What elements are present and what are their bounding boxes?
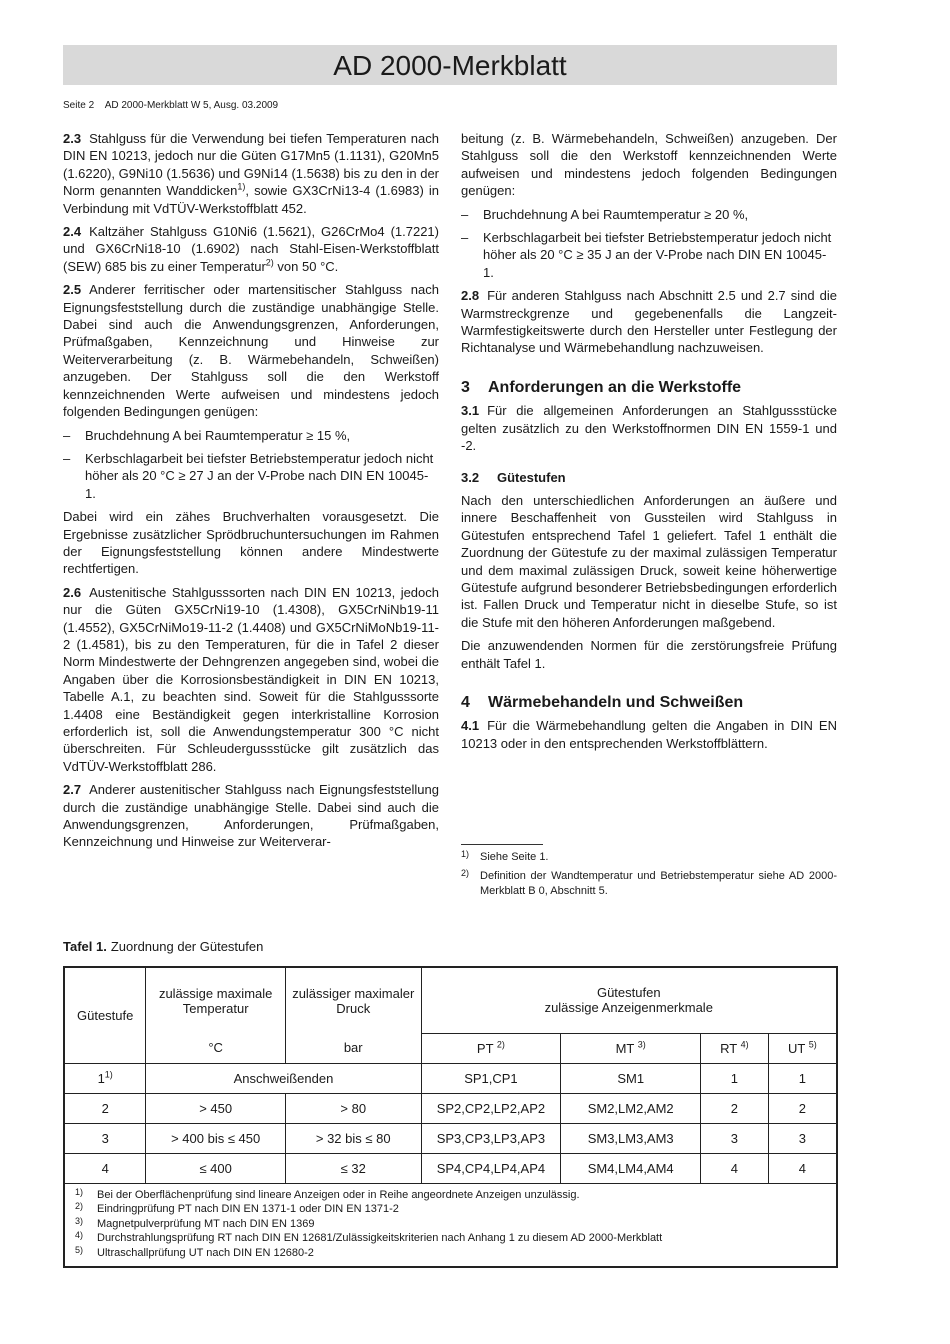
section-2-5-list xyxy=(63,427,439,503)
table-note: 5) Ultraschallprüfung UT nach DIN EN 12680-2 xyxy=(75,1244,314,1259)
table-row: 2 > 450 > 80 SP2,CP2,LP2,AP2 SM2,LM2,AM2 2 2 xyxy=(64,1093,837,1123)
table-note: 3) Magnetpulverprüfung MT nach DIN EN 1369 xyxy=(75,1215,315,1230)
page-reference: Seite 2 AD 2000-Merkblatt W 5, Ausg. 03.2009 xyxy=(63,100,279,111)
subheader-pt: PT $^{2)}$ xyxy=(421,1033,561,1063)
header-temperature: zulässige maximale Temperatur xyxy=(146,967,286,1033)
section-3-1: 3.1 Für die allgemeinen Anforderungen an Stahlgussstücke gelten zusätzlich zu den Werkstoffnormen DIN EN 1559-1 und -2. xyxy=(461,403,837,454)
footnote-divider xyxy=(461,844,543,845)
section-2-7: 2.7 Anderer austenitischer Stahlguss nach Eignungsfeststellung durch die zuständige unabhängige Stelle. Dabei sind auch die Anwendungsgrenzen, Anforderungen, Prüfmaßgaben, Kennzeichnung und Hinweise zur Weiterverar- xyxy=(63,782,439,850)
header-title: AD 2000-Merkblatt xyxy=(333,50,567,81)
footnote-item: 1) Siehe Seite 1. xyxy=(461,849,549,863)
footnotes xyxy=(461,850,837,903)
table-note: 2) Eindringprüfung PT nach DIN EN 1371-1 oder DIN EN 1371-2 xyxy=(75,1201,399,1215)
section-2-8: 2.8 Für anderen Stahlguss nach Abschnitt 2.5 und 2.7 sind die Warmstreckgrenze und gegebenenfalls die Langzeit-Warmfestigkeitswerte durch den Hersteller unter Festlegung der Richtanalyse und Wärmebehandlung nachzuweisen. xyxy=(461,288,837,356)
subheader-ut: UT $^{5)}$ xyxy=(768,1033,837,1063)
footnote-item: 2) Definition der Wandtemperatur und Betriebstemperatur siehe AD 2000-Merkblatt B 0, Abschnitt 5. xyxy=(461,868,837,897)
header-guetestufen: Gütestufen zulässige Anzeigenmerkmale xyxy=(421,967,837,1033)
list-item: – Bruchdehnung A bei Raumtemperatur ≥ 15 %, xyxy=(63,427,439,444)
list-item: – Bruchdehnung A bei Raumtemperatur ≥ 20 %, xyxy=(461,206,837,223)
subheader-rt: RT $^{4)}$ xyxy=(701,1033,769,1063)
subheader-mt: MT $^{3)}$ xyxy=(561,1033,701,1063)
section-2-5-after: Dabei wird ein zähes Bruchverhalten vorausgesetzt. Die Ergebnisse zusätzlicher Sprödbruchuntersuchungen im Rahmen der Eignungsfeststellung können andere Mindestwerte rechtfertigen. xyxy=(63,509,439,577)
section-2-6: 2.6 Austenitische Stahlgusssorten nach DIN EN 10213, jedoch nur die Güten GX5CrNi19-10 (1.4308), GX5CrNiNb19-11 (1.4552), GX5CrNiMo19-11-2 (1.4408) und GX5CrNiMoNb19-11-2 (1.4581), bis zu den Temperaturen, für die in Tafel 2 dieser Norm Mindestwerte der Dehngrenzen angegeben sind, wobei die Angaben über die Korrosionsbeständigkeit in DIN EN 10213, Tabelle A.1, zu beachten sind. Soweit für die Stahlgusssorte 1.4408 eine Beständigkeit gegen interkristalline Korrosion erforderlich ist, soll die Anwendungstemperatur 300 °C nicht überschreiten. Für Schleudergussstücke gilt zusätzlich das VdTÜV-Werkstoffblatt 286. xyxy=(63,584,439,774)
table-notes xyxy=(64,1183,837,1267)
list-item: – Kerbschlagarbeit bei tiefster Betriebstemperatur jedoch nicht höher als 20 °C ≥ 35 J an der V-Probe nach DIN EN 10045-1. xyxy=(461,229,837,281)
table-row: 4 ≤ 400 ≤ 32 SP4,CP4,LP4,AP4 SM4,LM4,AM4 4 4 xyxy=(64,1153,837,1183)
unit-temperature: °C xyxy=(146,1033,286,1063)
section-4-1: 4.1 Für die Wärmebehandlung gelten die Angaben in DIN EN 10213 oder in den entsprechenden Werkstoffblättern. xyxy=(461,718,837,751)
header-guetestufe: Gütestufe xyxy=(64,967,146,1063)
table-header-row xyxy=(64,967,837,1033)
heading-section-3-2: 3.2 Gütestufen xyxy=(461,469,566,485)
section-3-2-tests: Die anzuwendenden Normen für die zerstörungsfreie Prüfung enthält Tafel 1. xyxy=(461,638,837,671)
section-2-4: 2.4 Kaltzäher Stahlguss G10Ni6 (1.5621), G26CrMo4 (1.7221) und GX6CrNi18-10 (1.6902) nach Stahl-Eisen-Werkstoffblatt (SEW) 685 bis zu einer Temperatur$^{2)}$ von 50 °C. xyxy=(63,224,439,274)
guetestufen-table xyxy=(63,966,838,1268)
heading-section-4: 4 Wärmebehandeln und Schweißen xyxy=(461,693,744,711)
header-pressure: zulässiger maximaler Druck xyxy=(285,967,421,1033)
table-subheader-row xyxy=(64,1033,837,1063)
heading-section-3: 3 Anforderungen an die Werkstoffe xyxy=(461,378,742,396)
table-notes-row xyxy=(64,1183,837,1267)
table-note: 4) Durchstrahlungsprüfung RT nach DIN EN 12681/Zulässigkeitskriterien nach Anhang 1 zu diesem AD 2000-Merkblatt xyxy=(75,1230,663,1244)
list-item: – Kerbschlagarbeit bei tiefster Betriebstemperatur jedoch nicht höher als 20 °C ≥ 27 J an der V-Probe nach DIN EN 10045-1. xyxy=(63,450,439,502)
table-row: 1$^{1)}$ Anschweißenden SP1,CP1 SM1 1 1 xyxy=(64,1063,837,1093)
section-2-7-list xyxy=(461,206,837,282)
section-3-2-body: Nach den unterschiedlichen Anforderungen an äußere und innere Beschaffenheit von Gussteilen wird Stahlguss in Gütestufen entsprechend Tafel 1 geliefert. Tafel 1 enthält die Zuordnung der Gütestufe zu der maximal zulässigen Temperatur und dem maximal zulässigen Druck, soweit keine höherwertige Gütestufe aufgrund besonderer Betriebsbedingungen erforderlich ist. Fallen Druck und Temperatur nicht in dieselbe Stufe, so ist die Stufe mit den höheren Anforderungen maßgebend. xyxy=(461,492,837,630)
right-column xyxy=(461,130,837,758)
unit-pressure: bar xyxy=(285,1033,421,1063)
document-header xyxy=(63,45,837,85)
table-caption: Tafel 1. Zuordnung der Gütestufen xyxy=(63,939,264,954)
section-2-3: 2.3 Stahlguss für die Verwendung bei tiefen Temperaturen nach DIN EN 10213, jedoch nur die Güten G17Mn5 (1.1131), G20Mn5 (1.6220), G9Ni10 (1.5636) und G9Ni14 (1.5638) bis zu den in der Norm genannten Wanddicken$^{1)}$, sowie GX3CrNi13-4 (1.6983) in Verbindung mit VdTÜV-Werkstoffblatt 452. xyxy=(63,131,440,216)
table-row: 3 > 400 bis ≤ 450 > 32 bis ≤ 80 SP3,CP3,LP3,AP3 SM3,LM3,AM3 3 3 xyxy=(64,1123,837,1153)
section-2-5: 2.5 Anderer ferritischer oder martensitischer Stahlguss nach Eignungsfeststellung durch die zuständige unabhängige Stelle. Dabei sind auch die Anwendungsgrenzen, Anforderungen, Prüfmaßgaben, Kennzeichnung und Hinweise zur Weiterverarbeitung (z. B. Wärmebehandeln, Schweißen) anzugeben. Der Stahlguss soll die den Werkstoff kennzeichnenden Werte aufweisen und mindestens jedoch folgenden Bedingungen genügen: xyxy=(63,282,439,420)
section-2-7-continued: beitung (z. B. Wärmebehandeln, Schweißen) anzugeben. Der Stahlguss soll die den Werkstoff kennzeichnenden Werte aufweisen und mindestens jedoch folgenden Bedingungen genügen: xyxy=(461,131,837,199)
table-note: 1) Bei der Oberflächenprüfung sind lineare Anzeigen oder in Reihe angeordnete Anzeigen unzulässig. xyxy=(75,1186,580,1201)
left-column xyxy=(63,130,439,857)
